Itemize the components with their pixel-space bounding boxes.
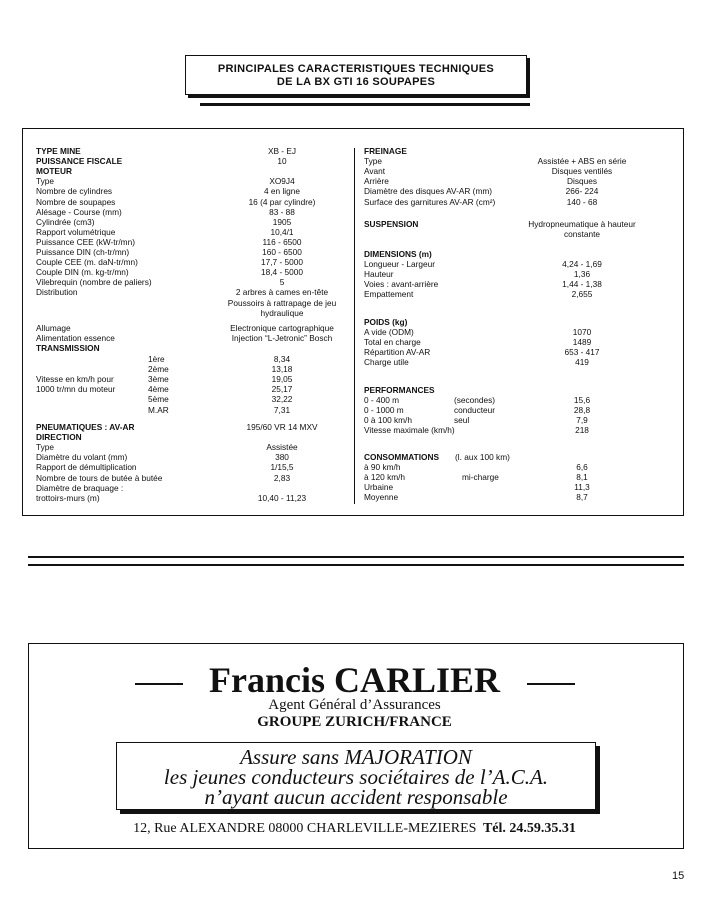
spec-label: Répartition AV-AR: [364, 347, 431, 358]
consommations-heading: CONSOMMATIONS: [364, 452, 439, 462]
spec-value: 10,40 - 11,23: [257, 492, 307, 503]
spec-label: Distribution: [36, 287, 78, 298]
spec-value: Electronique cartographique: [230, 322, 334, 333]
spec-value: 1,44 - 1,38: [562, 279, 602, 290]
spec-title-box: [185, 55, 527, 95]
page-number: 15: [672, 870, 685, 882]
gear-value: 7,31: [273, 404, 291, 415]
separator-rule: [28, 564, 684, 566]
spec-value: 380: [275, 452, 289, 463]
transmission-heading: TRANSMISSION: [36, 343, 100, 353]
spec-label: 0 - 400 m: [364, 395, 400, 406]
spec-value: XB - EJ: [267, 146, 297, 156]
spec-value: 140 - 68: [566, 196, 598, 207]
title-underline: [200, 103, 530, 106]
spec-value: Injection “L-Jetronic” Bosch: [231, 332, 333, 343]
spec-label: Allumage: [36, 322, 71, 333]
gear-value: 13,18: [271, 364, 293, 375]
spec-label: à 90 km/h: [364, 462, 401, 473]
spec-label: Empattement: [364, 289, 414, 300]
agent-name: Francis CARLIER: [208, 660, 500, 700]
spec-value: 28,8: [573, 405, 591, 416]
spec-value: 15,6: [573, 395, 591, 406]
poids-heading: POIDS (kg): [364, 317, 408, 327]
spec-value: Disques: [567, 176, 597, 187]
spec-label: Hauteur: [364, 269, 394, 280]
spec-value: 2 arbres à cames en-tête: [235, 287, 329, 298]
spec-value: 218: [575, 425, 589, 436]
spec-value: 10,4/1: [270, 226, 294, 237]
gear-value: 8,34: [273, 354, 291, 364]
spec-label: A vide (ODM): [364, 327, 414, 338]
spec-label: Charge utile: [364, 357, 409, 368]
spec-label: Rapport de démultiplication: [36, 462, 137, 473]
slogan-line2: les jeunes conducteurs sociétaires de l’A.C.A.: [163, 765, 549, 789]
spec-label: Cylindrée (cm3): [36, 216, 95, 227]
gear-value: 25,17: [271, 384, 293, 395]
spec-label: Longueur - Largeur: [364, 259, 436, 270]
spec-label: Diamètre des disques AV-AR (mm): [364, 186, 493, 197]
consommations-subheading: (l. aux 100 km): [455, 452, 510, 462]
gear-label: 2ème: [148, 364, 169, 375]
spec-label: Voies : avant-arrière: [364, 279, 439, 290]
spec-label: Alimentation essence: [36, 332, 115, 343]
spec-label: Surface des garnitures AV-AR (cm²): [364, 196, 496, 207]
spec-note: conducteur: [454, 405, 496, 416]
agent-group: GROUPE ZURICH/FRANCE: [257, 714, 452, 730]
agent-address-line: [0, 821, 709, 837]
spec-label: Type: [364, 156, 382, 167]
spec-value: 116 - 6500: [262, 236, 302, 247]
spec-value: 266- 224: [565, 186, 599, 197]
spec-value: 1/15,5: [270, 462, 294, 473]
gear-value: 32,22: [271, 394, 293, 405]
spec-label: PUISSANCE FISCALE: [36, 156, 123, 167]
spec-value: 5: [279, 277, 285, 288]
spec-value: 195/60 VR 14 MXV: [246, 422, 318, 432]
spec-value: Disques ventilés: [551, 166, 613, 177]
spec-label: 0 à 100 km/h: [364, 415, 412, 426]
spec-value: 4,24 - 1,69: [562, 259, 602, 270]
spec-label: Nombre de tours de butée à butée: [36, 472, 163, 483]
spec-value: constante: [564, 229, 600, 240]
spec-label: Alésage - Course (mm): [36, 206, 122, 217]
spec-value: 1070: [572, 327, 592, 338]
spec-label: Nombre de cylindres: [36, 186, 113, 197]
spec-value: 16 (4 par cylindre): [248, 196, 316, 207]
spec-note: mi-charge: [462, 472, 499, 483]
spec-label: Vitesse maximale (km/h): [364, 425, 455, 436]
agent-address: 12, Rue ALEXANDRE 08000 CHARLEVILLE-MEZIERES: [133, 821, 477, 836]
spec-value: 2,655: [571, 289, 593, 300]
spec-value: 2,83: [273, 472, 291, 483]
spec-label: Puissance CEE (kW-tr/mn): [36, 236, 135, 247]
spec-label: à 120 km/h: [364, 472, 406, 483]
freinage-heading: FREINAGE: [364, 146, 407, 156]
spec-value: hydraulique: [260, 307, 304, 318]
transmission-desc: Vitesse en km/h pour: [36, 374, 114, 385]
spec-value: 83 - 88: [269, 206, 295, 217]
spec-label: Vilebrequin (nombre de paliers): [36, 277, 152, 288]
spec-label: PNEUMATIQUES : AV-AR: [36, 422, 135, 432]
spec-value: 11,3: [574, 482, 590, 493]
agent-role: Agent Général d’Assurances: [268, 697, 441, 713]
slogan-line1: Assure sans MAJORATION: [240, 745, 472, 769]
spec-value: 419: [575, 357, 589, 368]
gear-value: 19,05: [271, 374, 293, 385]
spec-label: MOTEUR: [36, 166, 72, 177]
separator-rule: [28, 556, 684, 558]
spec-value: Hydropneumatique à hauteur: [528, 219, 636, 229]
spec-value: 1,36: [573, 269, 591, 280]
transmission-desc: 1000 tr/mn du moteur: [36, 384, 116, 395]
spec-label: Moyenne: [364, 492, 399, 503]
performances-heading: PERFORMANCES: [364, 385, 435, 395]
gear-label: M.AR: [148, 404, 169, 415]
column-divider: [354, 148, 355, 504]
gear-label: 3ème: [148, 374, 169, 385]
spec-title-line2: DE LA BX GTI 16 SOUPAPES: [276, 76, 436, 88]
spec-value: 1489: [572, 337, 592, 348]
spec-label: Diamètre de braquage :: [36, 482, 124, 493]
spec-label: Puissance DIN (ch-tr/mn): [36, 247, 130, 257]
spec-label: Nombre de soupapes: [36, 196, 116, 207]
spec-label: trottoirs-murs (m): [36, 492, 100, 503]
spec-value: 4 en ligne: [264, 186, 300, 197]
spec-value: 17,7 - 5000: [261, 257, 303, 268]
spec-label: DIRECTION: [36, 432, 82, 443]
spec-label: 0 - 1000 m: [364, 405, 404, 416]
spec-label: Couple CEE (m. daN-tr/mn): [36, 257, 138, 268]
spec-label: Rapport volumétrique: [36, 226, 116, 237]
spec-value: 8,7: [576, 492, 588, 503]
spec-value: Poussoirs à rattrapage de jeu: [227, 297, 337, 308]
spec-label: Type: [36, 176, 54, 187]
spec-label: Arrière: [364, 176, 389, 187]
spec-title-line1: PRINCIPALES CARACTERISTIQUES TECHNIQUES: [217, 63, 495, 75]
gear-label: 1ère: [148, 354, 165, 364]
spec-label: Type: [36, 442, 54, 453]
spec-value: 160 - 6500: [262, 247, 302, 257]
gear-label: 5ème: [148, 394, 169, 405]
spec-note: (secondes): [454, 395, 496, 406]
slogan-line3: n’ayant aucun accident responsable: [204, 785, 508, 809]
gear-label: 4ème: [148, 384, 169, 395]
dimensions-heading: DIMENSIONS (m): [364, 249, 432, 259]
spec-value: 18,4 - 5000: [261, 267, 303, 278]
suspension-heading: SUSPENSION: [364, 219, 419, 229]
spec-value: 6,6: [576, 462, 588, 473]
spec-value: XO9J4: [269, 176, 295, 187]
spec-label: Diamètre du volant (mm): [36, 452, 128, 463]
spec-label: Total en charge: [364, 337, 421, 348]
spec-label: Avant: [364, 166, 386, 177]
spec-label: TYPE MINE: [36, 146, 81, 156]
spec-value: 1905: [272, 216, 292, 227]
spec-label: Couple DIN (m. kg-tr/mn): [36, 267, 129, 278]
spec-value: 653 - 417: [564, 347, 600, 358]
spec-value: Assistée + ABS en série: [537, 156, 627, 167]
spec-value: Assistée: [266, 442, 298, 453]
spec-label: Urbaine: [364, 482, 394, 493]
spec-value: 8,1: [576, 472, 588, 483]
spec-value: 7,9: [576, 415, 588, 426]
spec-note: seul: [454, 415, 470, 426]
spec-value: 10: [277, 156, 287, 167]
agent-phone: Tél. 24.59.35.31: [482, 821, 576, 836]
